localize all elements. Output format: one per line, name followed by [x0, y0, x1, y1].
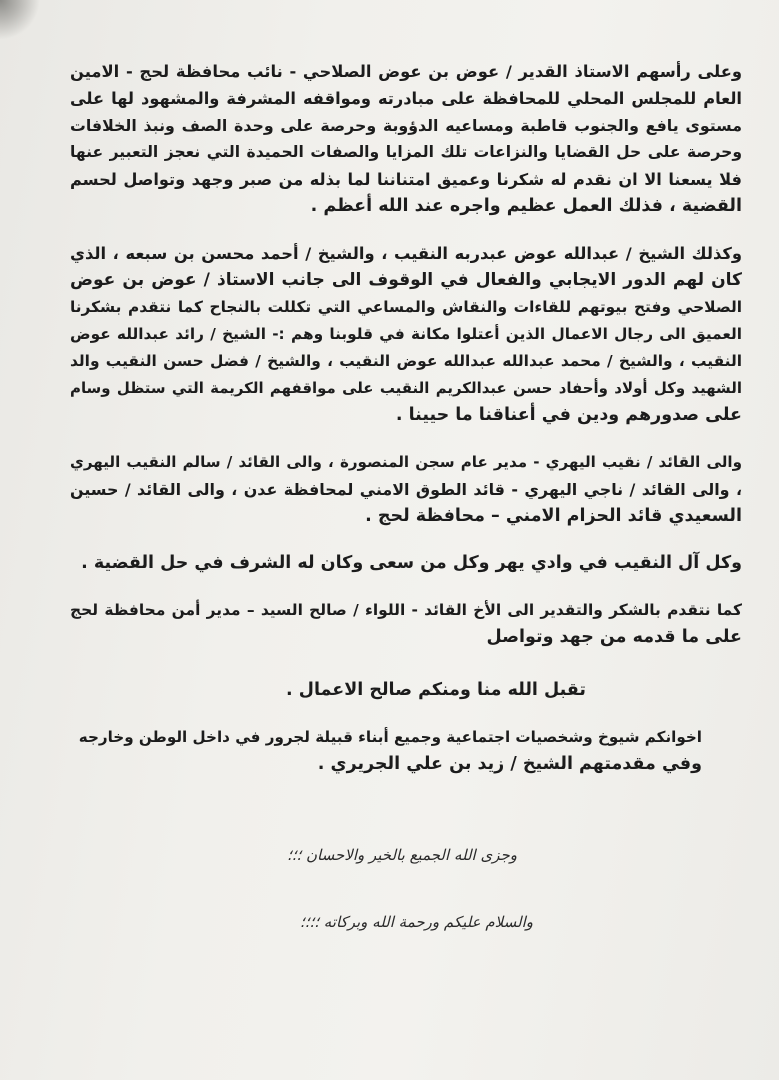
- text-line: وعلى رأسهم الاستاذ القدير / عوض بن عوض الصلاحي - نائب محافظة لحج - الامين: [70, 62, 742, 81]
- text-line: كما نتقدم بالشكر والتقدير الى الأخ القائد - اللواء / صالح السيد – مدير أمن محافظة لحج: [70, 601, 742, 619]
- text-line: كان لهم الدور الايجابي والفعال في الوقوف الى جانب الاستاذ / عوض بن عوض: [70, 270, 742, 290]
- handwritten-blessing: وجزى الله الجميع بالخير والاحسان ؛؛؛: [286, 846, 517, 864]
- paragraph-thanks-commanders: [70, 449, 742, 530]
- text-line: على ما قدمه من جهد وتواصل: [486, 627, 742, 647]
- text-line: السعيدي قائد الحزام الامني – محافظة لحج .: [365, 506, 742, 526]
- text-line: العام للمجلس المحلي للمحافظة على مبادرته ومواقفه المشرفة والمشهود لها على: [70, 89, 742, 108]
- paragraph-thanks-deputy-governor: [70, 58, 742, 220]
- closing-prayer: [70, 677, 742, 704]
- signers-block: [70, 724, 742, 778]
- handwritten-salutation: والسلام عليكم ورحمة الله وبركاته ؛؛؛؛: [299, 913, 533, 931]
- paragraph-thanks-family: [70, 550, 742, 577]
- letter-body: [70, 58, 742, 798]
- text-line: وفي مقدمتهم الشيخ / زيد بن علي الجريري .: [317, 754, 702, 774]
- text-line: تقبل الله منا ومنكم صالح الاعمال .: [286, 680, 586, 700]
- paragraph-thanks-sheikhs: [70, 240, 742, 429]
- text-line: النقيب ، والشيخ / محمد عبدالله عبدالله عوض النقيب ، والشيخ / فضل حسن النقيب والد: [70, 352, 742, 370]
- page-corner-shadow: [0, 0, 40, 40]
- text-line: الصلاحي وفتح بيوتهم للقاءات والنقاش والمساعي التي تكللت بالنجاح كما نتقدم بشكرنا: [70, 298, 742, 316]
- text-line: اخوانكم شيوخ وشخصيات اجتماعية وجميع أبناء قبيلة لجرور في داخل الوطن وخارجه: [78, 728, 702, 746]
- text-line: مستوى يافع والجنوب قاطبة ومساعيه الدؤوبة وحرصة على وحدة الصف ونبذ الخلافات: [70, 116, 742, 135]
- text-line: ، والى القائد / ناجي اليهري - قائد الطوق الامني لمحافظة عدن ، والى القائد / حسين: [70, 480, 742, 499]
- text-line: على صدورهم ودين في أعناقنا ما حيينا .: [395, 405, 742, 425]
- text-line: وكذلك الشيخ / عبدالله عوض عبدربه النقيب ، والشيخ / أحمد محسن بن سبعه ، الذي: [70, 244, 742, 263]
- paragraph-thanks-security-director: [70, 597, 742, 651]
- text-line: وكل آل النقيب في وادي يهر وكل من سعى وكان له الشرف في حل القضية .: [81, 553, 742, 573]
- text-line: الشهيد وكل أولاد وأحفاد حسن عبدالكريم النقيب على مواقفهم الكريمة التي ستظل وسام: [70, 379, 742, 397]
- text-line: العميق الى رجال الاعمال الذين أعتلوا مكانة في قلوبنا وهم :- الشيخ / رائد عبدالله عوض: [70, 325, 742, 343]
- text-line: وحرصة على حل القضايا والنزاعات تلك المزايا والصفات الحميدة التي نعجز التعبير عنها: [70, 143, 742, 161]
- text-line: القضية ، فذلك العمل عظيم واجره عند الله أعظم .: [310, 196, 742, 216]
- text-line: فلا يسعنا الا ان نقدم له شكرنا وعميق امتناننا لما بذله من صبر وجهد وتواصل لحسم: [70, 170, 742, 189]
- text-line: والى القائد / نقيب اليهري - مدير عام سجن المنصورة ، والى القائد / سالم النقيب اليهري: [70, 453, 742, 471]
